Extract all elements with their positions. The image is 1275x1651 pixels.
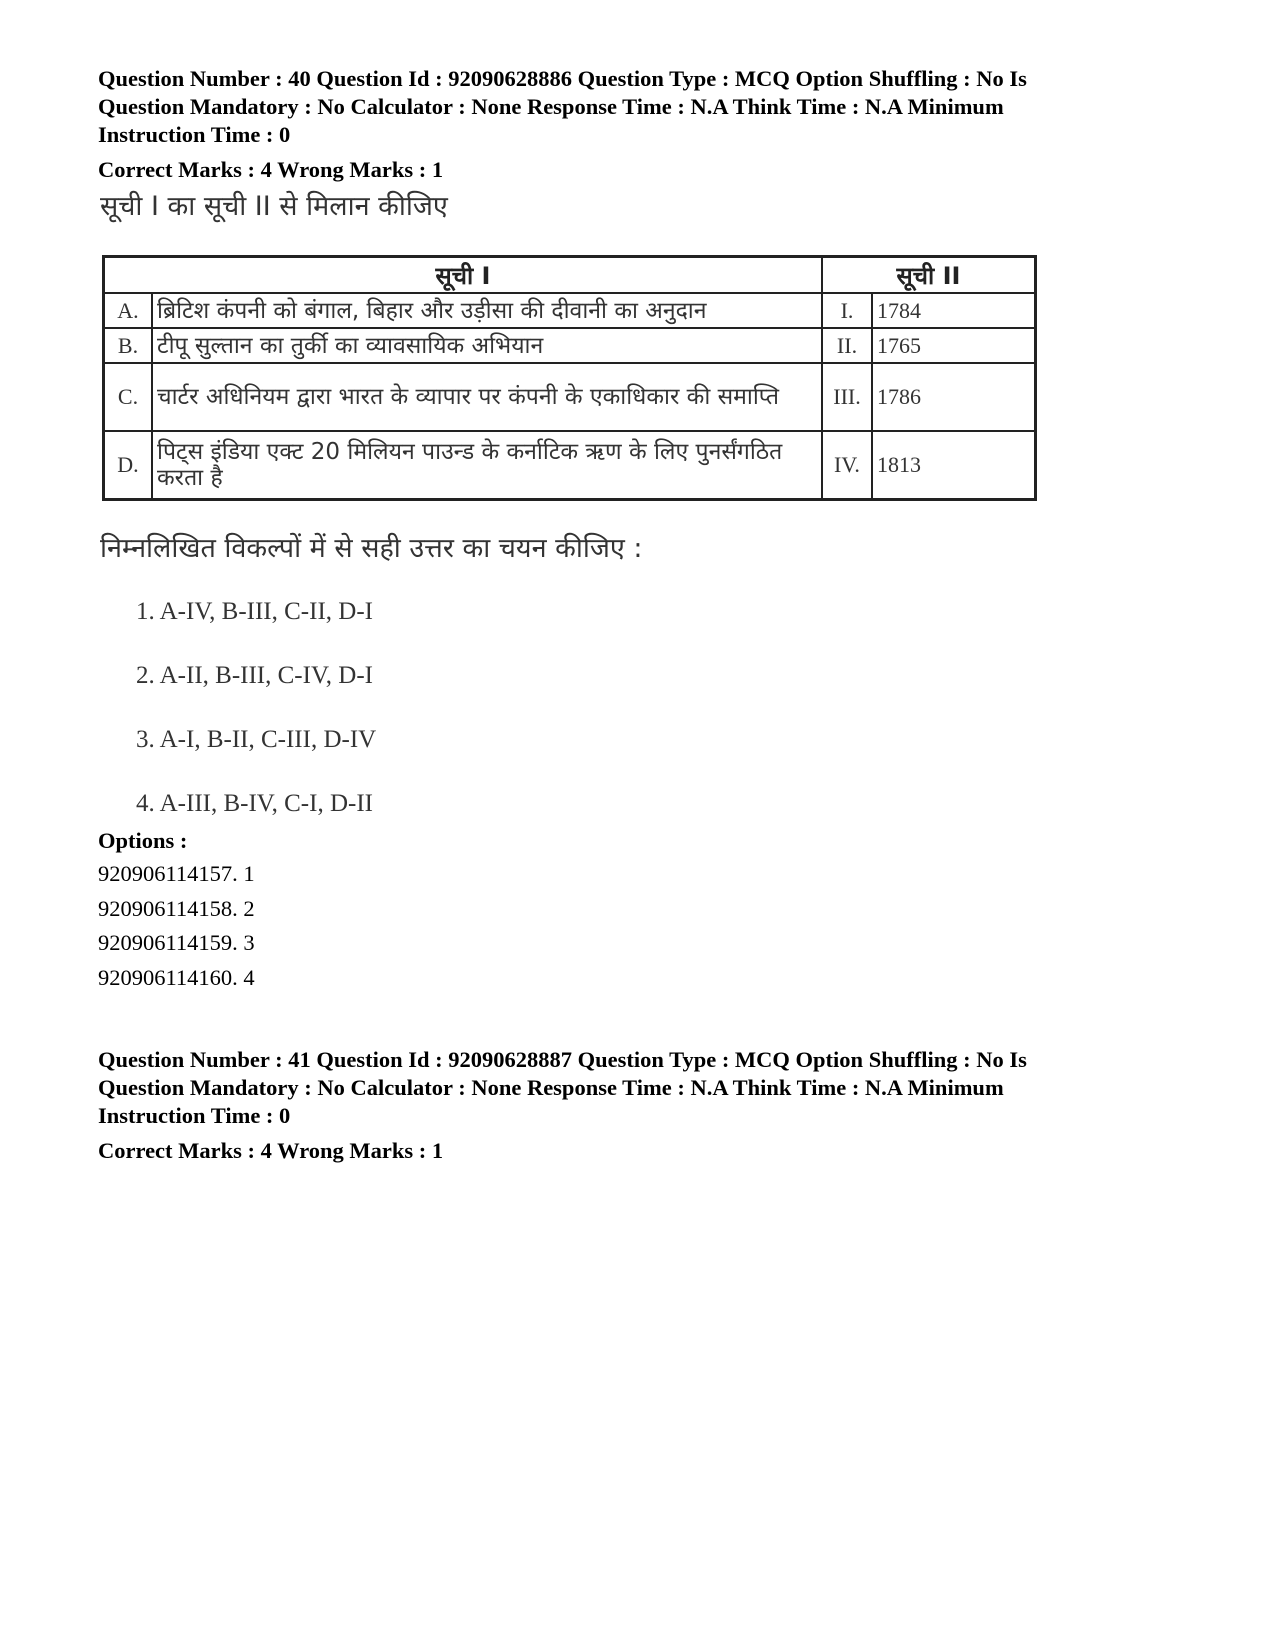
table-row [104, 431, 1036, 500]
row-text: चार्टर अधिनियम द्वारा भारत के व्यापार पर कंपनी के एकाधिकार की समाप्ति [152, 363, 822, 431]
list-2-header: सूची II [822, 257, 1036, 294]
row-year: 1765 [872, 328, 1036, 363]
row-year: 1784 [872, 293, 1036, 328]
option-id-1: 920906114157. 1 [98, 861, 255, 886]
question-41-meta-line1: Question Number : 41 Question Id : 92090628887 Question Type : MCQ Option Shuffling : No Is [98, 1047, 1027, 1072]
question-40-instruction: सूची I का सूची II से मिलान कीजिए [100, 191, 448, 222]
row-label: C. [104, 363, 153, 431]
row-roman-label: II. [822, 328, 872, 363]
question-40-choose-prompt: निम्नलिखित विकल्पों में से सही उत्तर का चयन कीजिए : [100, 533, 643, 564]
row-text: टीपू सुल्तान का तुर्की का व्यावसायिक अभियान [152, 328, 822, 363]
option-id-4: 920906114160. 4 [98, 964, 255, 990]
option-id-2: 920906114158. 2 [98, 895, 255, 921]
question-40-meta [98, 65, 1198, 149]
match-table [102, 255, 1037, 501]
question-41-meta-line3: Instruction Time : 0 [98, 1103, 291, 1128]
list-1-header: सूची I [104, 257, 823, 294]
option-id-3: 920906114159. 3 [98, 930, 255, 955]
row-roman-label: IV. [822, 431, 872, 500]
question-41-meta-line2: Question Mandatory : No Calculator : None Response Time : N.A Think Time : N.A Minimum [98, 1075, 1004, 1100]
row-label: B. [104, 328, 153, 363]
options-label: Options : [98, 828, 188, 853]
choice-2: 2. A-II, B-III, C-IV, D-I [136, 662, 373, 689]
options-list [98, 860, 255, 998]
row-roman-label: I. [822, 293, 872, 328]
choice-3: 3. A-I, B-II, C-III, D-IV [136, 726, 377, 753]
choice-4: 4. A-III, B-IV, C-I, D-II [136, 790, 373, 817]
table-row [104, 328, 1036, 363]
row-text: ब्रिटिश कंपनी को बंगाल, बिहार और उड़ीसा की दीवानी का अनुदान [152, 293, 822, 328]
table-row [104, 363, 1036, 431]
row-text: पिट्स इंडिया एक्ट 20 मिलियन पाउन्ड के कर्नाटिक ऋण के लिए पुनर्संगठित करता है [152, 431, 822, 500]
question-40-meta-line3: Instruction Time : 0 [98, 122, 291, 147]
row-label: A. [104, 293, 153, 328]
row-label: D. [104, 431, 153, 500]
question-40-meta-line2: Question Mandatory : No Calculator : None Response Time : N.A Think Time : N.A Minimum [98, 94, 1004, 119]
question-41-marks: Correct Marks : 4 Wrong Marks : 1 [98, 1138, 444, 1163]
table-row [104, 293, 1036, 328]
question-40-meta-line1: Question Number : 40 Question Id : 92090628886 Question Type : MCQ Option Shuffling : No Is [98, 66, 1027, 91]
answer-choices [136, 597, 376, 853]
choice-1: 1. A-IV, B-III, C-II, D-I [136, 598, 373, 625]
row-year: 1786 [872, 363, 1036, 431]
match-table-header [104, 257, 1036, 294]
row-year: 1813 [872, 431, 1036, 500]
question-41-meta [98, 1046, 1198, 1130]
question-40-marks: Correct Marks : 4 Wrong Marks : 1 [98, 157, 444, 182]
row-roman-label: III. [822, 363, 872, 431]
